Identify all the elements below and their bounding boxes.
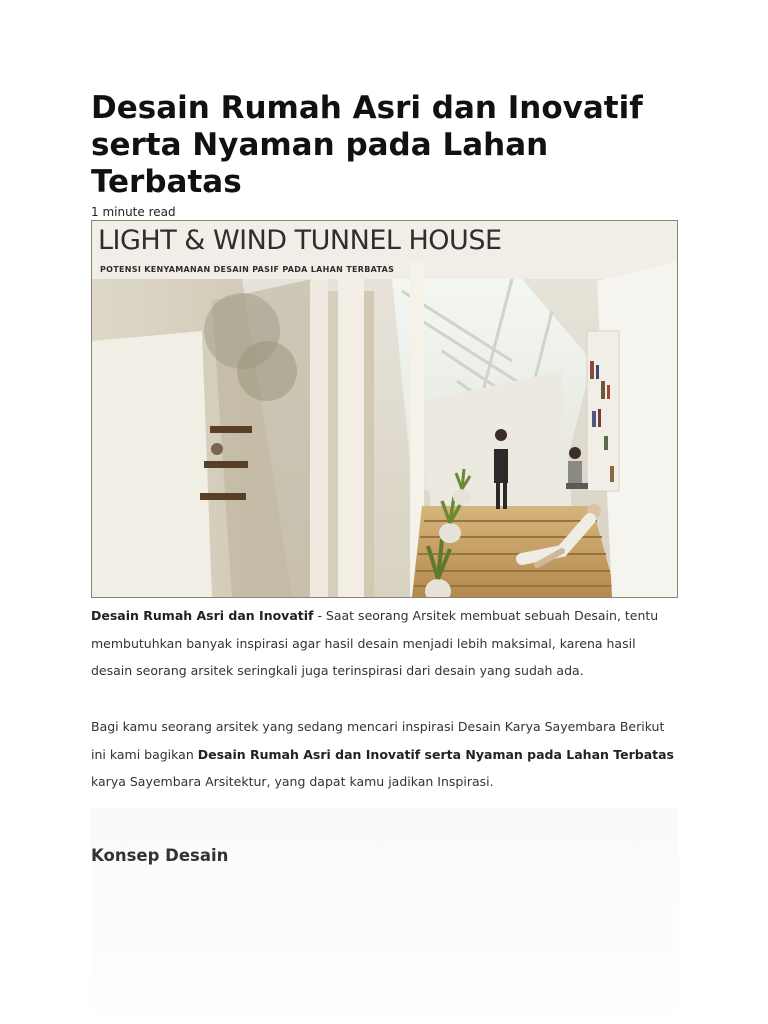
hero-image-subtitle: POTENSI KENYAMANAN DESAIN PASIF PADA LAHAN TERBATAS [100,265,395,274]
hero-image [91,220,678,598]
page-title: Desain Rumah Asri dan Inovatif serta Nyaman pada Lahan Terbatas [91,90,643,200]
hero-image-title: LIGHT & WIND TUNNEL HOUSE [98,225,502,256]
interior-rendering [92,221,677,597]
second-text-b: karya Sayembara Arsitektur, yang dapat kamu jadikan Inspirasi. [91,774,494,789]
intro-paragraph [91,602,679,685]
second-bold: Desain Rumah Asri dan Inovatif serta Nyaman pada Lahan Terbatas [197,746,674,762]
intro-text: - Saat seorang Arsitek membuat sebuah Desain, tentu membutuhkan banyak inspirasi agar hasil desain menjadi lebih maksimal, karena hasil desain seorang arsitek seringkali juga terinspirasi dari desain yang sudah ada. [91,608,659,678]
section-heading: Konsep Desain [91,846,229,865]
section-background [91,808,679,1024]
read-time: 1 minute read [91,205,176,219]
second-text-a: Bagi kamu seorang arsitek yang sedang mencari inspirasi Desain Karya Sayembara Berikut ini kami bagikan [91,719,665,762]
intro-lead: Desain Rumah Asri dan Inovatif [91,608,314,623]
second-paragraph [91,713,679,796]
